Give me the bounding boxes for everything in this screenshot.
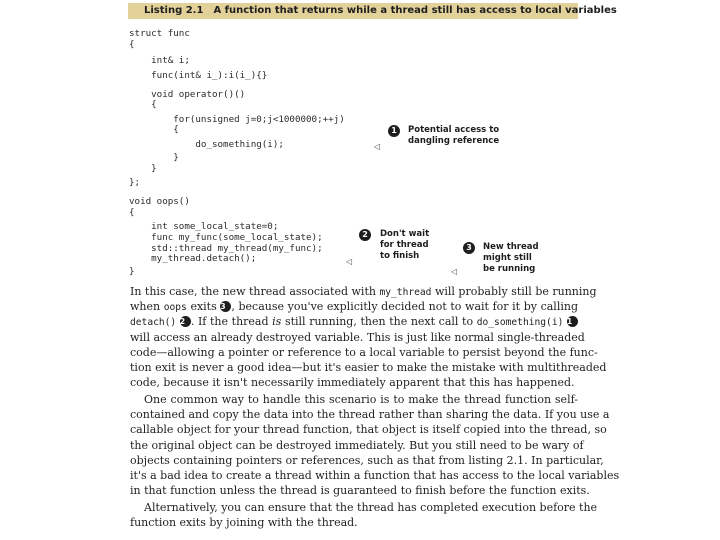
text-run: will access an already destroyed variable. This is just like normal single-threaded	[130, 330, 585, 344]
callout-2-marker: 2	[359, 229, 371, 241]
text-line	[130, 375, 578, 390]
code-line: {	[129, 99, 157, 110]
callout-2-arrow: ◁	[346, 257, 353, 266]
code-line: std::thread my_thread(my_func);	[129, 243, 323, 254]
text-line: it's a bad idea to create a thread within a function that has access to the local variables	[130, 468, 620, 482]
text-run: will probably still be running	[431, 285, 597, 298]
callout-1-arrow: ◁	[374, 142, 381, 151]
code-line: void operator()()	[129, 89, 246, 100]
listing-number: Listing 2.1	[144, 5, 204, 16]
code-line: }	[129, 266, 135, 277]
callout-ref-marker: 1	[567, 316, 578, 327]
callout-1-text: Potential access to dangling reference	[408, 125, 500, 146]
paragraph-3	[130, 500, 598, 530]
callout-3-arrow: ◁	[451, 267, 458, 276]
code-line: func my_func(some_local_state);	[129, 232, 323, 243]
code-line: {	[129, 124, 179, 135]
code-line: my_thread.detach();	[129, 253, 257, 264]
callout-1-marker: 1	[388, 125, 400, 137]
code-line: };	[129, 177, 141, 188]
text-line	[130, 330, 585, 345]
callout-ref-marker: 2	[180, 316, 191, 327]
text-line: One common way to handle this scenario is to make the thread function self-	[144, 393, 578, 406]
code-line: }	[129, 163, 157, 174]
callout-ref-marker: 3	[220, 301, 231, 312]
code-line: struct func	[129, 28, 190, 39]
text-run: when	[130, 300, 164, 314]
listing-header	[128, 3, 617, 19]
code-line: int some_local_state=0;	[129, 221, 279, 232]
paragraph-1	[130, 284, 607, 390]
inline-code: oops	[163, 302, 187, 314]
text-line: callable object for your thread function, that object is itself copied into the thread, so	[130, 423, 607, 437]
callout-2-text: Don't wait for thread to finish	[380, 229, 430, 261]
text-line	[130, 360, 607, 375]
text-run: , because you've explicitly decided not to wait for it by calling	[231, 300, 578, 314]
emphasis: is	[272, 315, 282, 329]
callout-3-marker: 3	[463, 242, 475, 254]
inline-code: my_thread	[379, 287, 432, 298]
text-line: Alternatively, you can ensure that the thread has completed execution before the	[144, 501, 598, 514]
code-line: do_something(i);	[129, 139, 284, 150]
text-run: code, because it isn't necessarily immediately apparent that this has happened.	[130, 376, 575, 390]
text-line: the original object can be destroyed immediately. But you still need to be wary of	[130, 438, 584, 452]
text-run: . If the thread	[190, 315, 273, 329]
text-line	[130, 284, 597, 299]
code-line: void oops()	[129, 196, 190, 207]
code-line: }	[129, 152, 179, 163]
text-run: still running, then the next call to	[281, 315, 477, 329]
text-run: code—allowing a pointer or reference to a local variable to persist beyond the func-	[130, 345, 598, 359]
text-run: tion exit is never a good idea—but it's easier to make the mistake with multithreaded	[130, 360, 607, 374]
text-line	[130, 345, 598, 360]
text-run: exits	[186, 300, 221, 314]
inline-code: do_something(i)	[476, 317, 564, 329]
text-line: in that function unless the thread is guaranteed to finish before the function exits.	[130, 484, 590, 498]
text-line	[130, 299, 578, 314]
paragraph-2	[130, 392, 620, 498]
text-line	[130, 314, 578, 329]
code-line: {	[129, 207, 135, 218]
text-line: objects containing pointers or references, such as that from listing 2.1. In particular,	[130, 453, 604, 467]
text-line: function exits by joining with the thread.	[130, 516, 358, 530]
text-run: In this case, the new thread associated with	[130, 285, 380, 298]
code-line: {	[129, 39, 135, 50]
code-line: for(unsigned j=0;j<1000000;++j)	[129, 114, 345, 125]
code-line: func(int& i_):i(i_){}	[129, 70, 268, 81]
code-line: int& i;	[129, 55, 190, 66]
inline-code: detach()	[130, 317, 177, 329]
listing-title: A function that returns while a thread still has access to local variables	[213, 5, 617, 16]
text-line: contained and copy the data into the thread rather than sharing the data. If you use a	[130, 408, 610, 422]
callout-3-text: New thread might still be running	[483, 242, 539, 274]
